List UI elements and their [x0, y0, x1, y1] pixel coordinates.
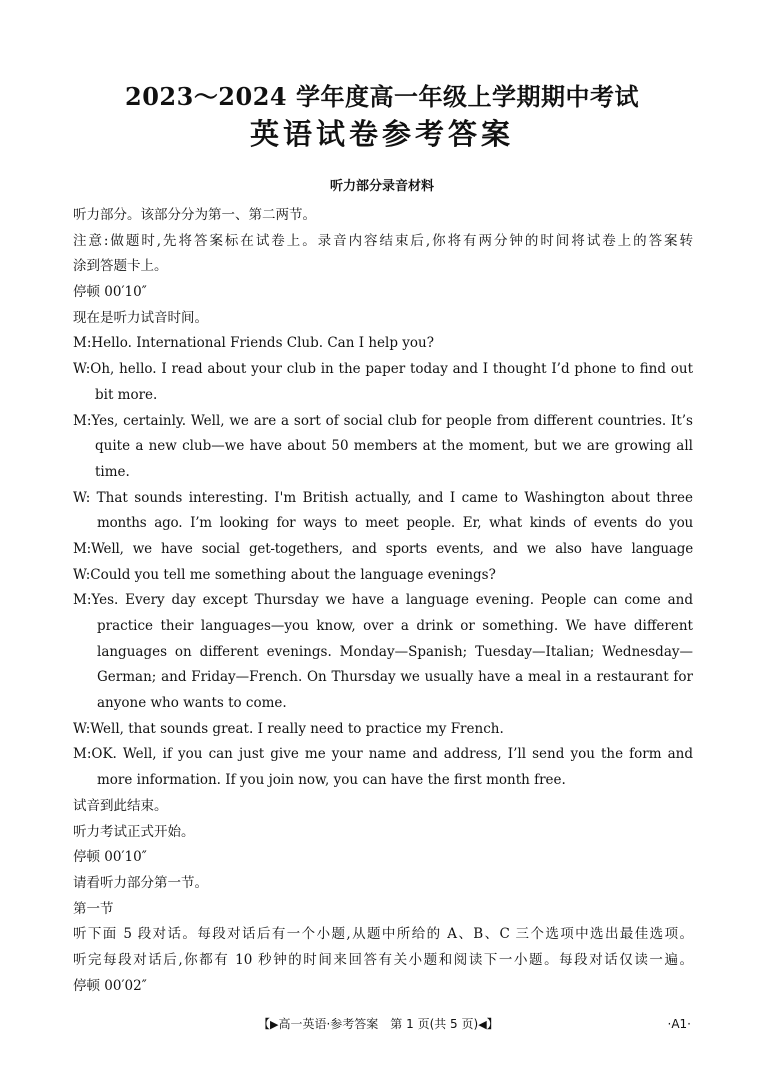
dialogue-line: W:Could you tell me something about the language evenings? [73, 566, 496, 583]
dialogue-line: more information. If you join now, you can have the first month free. [97, 772, 566, 789]
dialogue-line: W:Oh, hello. I read about your club in the paper today and I thought I’d phone to find out [73, 361, 693, 378]
transcript-line: 停顿 00′02″ [73, 977, 147, 994]
dialogue-line: W: That sounds interesting. I'm British actually, and I came to Washington about three [73, 489, 693, 506]
footer-left-bracket: 【 [258, 1017, 271, 1031]
dialogue-line: anyone who wants to come. [97, 695, 287, 712]
transcript-line: 听力部分。该部分分为第一、第二两节。 [73, 207, 316, 223]
dialogue-line: German; and Friday—French. On Thursday we usually have a meal in a restaurant for [97, 669, 693, 686]
footer-page-info [258, 1014, 499, 1035]
transcript-body [73, 203, 693, 999]
dialogue-line: practice their languages—you know, over a drink or something. We have different [97, 618, 693, 634]
dialogue-line: months ago. I’m looking for ways to meet people. Er, what kinds of events do you [97, 515, 693, 532]
transcript-line: 停顿 00′10″ [73, 849, 147, 866]
right-triangle-icon: ▶ [270, 1018, 279, 1031]
document-title: 英语试卷参考答案 [249, 117, 514, 151]
dialogue-line: W:Well, that sounds great. I really need to practice my French. [73, 720, 504, 737]
dialogue-line: M:Yes, certainly. Well, we are a sort of social club for people from different countries. It’s [73, 412, 693, 429]
transcript-line: 请看听力部分第一节。 [73, 874, 208, 891]
transcript-line: 涂到答题卡上。 [73, 258, 168, 275]
section-heading: 听力部分录音材料 [329, 179, 434, 194]
left-triangle-icon: ◀ [478, 1018, 487, 1031]
dialogue-line: M:Yes. Every day except Thursday we have a language evening. People can come and [73, 592, 693, 609]
dialogue-line: quite a new club—we have about 50 members at the moment, but we are growing all [95, 438, 693, 455]
dialogue-line: bit more. [95, 386, 158, 403]
dialogue-line: M:OK. Well, if you can just give me your name and address, I’ll send you the form and [73, 746, 693, 763]
dialogue-line: languages on different evenings. Monday—Spanish; Tuesday—Italian; Wednesday— [97, 643, 693, 660]
transcript-line: 听力考试正式开始。 [73, 823, 195, 840]
exam-title: 2023～2024 学年度高一年级上学期期中考试 [125, 82, 639, 111]
transcript-line: 注意:做题时,先将答案标在试卷上。录音内容结束后,你将有两分钟的时间将试卷上的答案转 [73, 232, 693, 249]
dialogue-line: time. [95, 463, 130, 480]
page-footer [0, 1014, 764, 1034]
page-code: ·A1· [667, 1017, 691, 1031]
transcript-line: 停顿 00′10″ [73, 284, 147, 301]
transcript-line: 试音到此结束。 [73, 797, 168, 814]
transcript-line: 第一节 [73, 900, 114, 917]
transcript-line: 现在是听力试音时间。 [73, 309, 208, 326]
dialogue-line: M:Hello. International Friends Club. Can I help you? [73, 335, 434, 352]
footer-page-text: 高一英语·参考答案 第 1 页(共 5 页) [278, 1017, 479, 1031]
footer-right-bracket: 】 [486, 1017, 499, 1031]
transcript-line: 听完每段对话后,你都有 10 秒钟的时间来回答有关小题和阅读下一小题。每段对话仅读一遍。 [73, 951, 693, 968]
dialogue-line: M:Well, we have social get-togethers, and sports events, and we also have language [73, 540, 693, 557]
transcript-line: 听下面 5 段对话。每段对话后有一个小题,从题中所给的 A、B、C 三个选项中选出最佳选项。 [73, 926, 693, 943]
